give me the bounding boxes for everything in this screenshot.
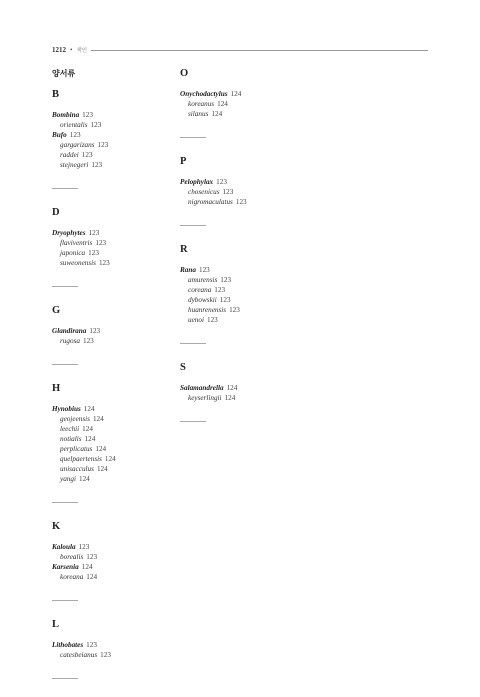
entry-term: coreana [188, 286, 212, 294]
species-entry [52, 248, 182, 258]
entry-term: huanrenensis [188, 306, 227, 314]
header-rule [91, 50, 428, 51]
entry-page-ref: 123 [81, 151, 93, 159]
entry-page-ref: 124 [226, 384, 238, 392]
index-entry-list [180, 383, 310, 403]
entry-term: koreanus [188, 100, 215, 108]
species-entry [52, 238, 182, 248]
entry-page-ref: 123 [91, 161, 103, 169]
index-letter-heading: G [52, 305, 61, 316]
index-letter-heading: R [180, 244, 188, 255]
species-entry [52, 464, 182, 474]
entry-page-ref: 124 [230, 90, 242, 98]
entry-term: dybowskii [188, 296, 217, 304]
entry-term: Glandirana [52, 327, 87, 335]
species-entry [52, 650, 182, 660]
entry-page-ref: 123 [78, 543, 90, 551]
group-divider [52, 286, 78, 287]
species-entry [180, 197, 310, 207]
entry-page-ref: 123 [206, 316, 218, 324]
entry-page-ref: 123 [198, 266, 210, 274]
index-groups-left [52, 89, 182, 679]
entry-page-ref: 123 [82, 111, 93, 119]
entry-page-ref: 123 [97, 141, 109, 149]
entry-term: Kaloula [52, 543, 76, 551]
entry-term: yangi [60, 475, 76, 483]
entry-term: gargarizans [60, 141, 95, 149]
page-number: 1212 [52, 46, 66, 54]
genus-entry [180, 177, 310, 187]
group-divider [52, 600, 78, 601]
entry-term: Bombina [52, 111, 80, 119]
entry-page-ref: 123 [69, 131, 81, 139]
entry-term: geojeensis [60, 415, 90, 423]
genus-entry [52, 110, 182, 120]
entry-term: nigromaculatus [188, 198, 233, 206]
index-entry-list [52, 228, 182, 268]
entry-page-ref: 123 [216, 178, 227, 186]
group-divider [52, 364, 78, 365]
entry-term: Onychodactylus [180, 90, 228, 98]
entry-page-ref: 124 [224, 394, 236, 402]
entry-page-ref: 124 [96, 465, 108, 473]
entry-term: leechii [60, 425, 80, 433]
genus-entry [52, 326, 182, 336]
entry-page-ref: 124 [84, 435, 96, 443]
index-group-d [52, 207, 182, 287]
genus-entry [180, 265, 310, 275]
index-letter-heading: O [180, 68, 189, 79]
entry-term: catesbeianus [60, 651, 98, 659]
species-entry [52, 160, 182, 170]
entry-term: chosenicus [188, 188, 220, 196]
genus-entry [52, 640, 182, 650]
entry-page-ref: 124 [83, 405, 95, 413]
index-entry-list [52, 404, 182, 484]
section-label: 색인 [76, 48, 88, 54]
index-entry-list [52, 542, 182, 582]
entry-term: Salamandrella [180, 384, 224, 392]
index-group-g [52, 305, 182, 365]
index-letter-heading: B [52, 89, 60, 100]
entry-page-ref: 123 [98, 259, 110, 267]
entry-term: Rana [180, 266, 196, 274]
entry-page-ref: 123 [100, 651, 111, 659]
index-group-o [180, 68, 310, 138]
index-letter-heading: L [52, 619, 60, 630]
index-group-k [52, 521, 182, 601]
species-entry [52, 434, 182, 444]
entry-term: silanus [188, 110, 209, 118]
entry-page-ref: 124 [78, 475, 90, 483]
species-entry [52, 120, 182, 130]
entry-page-ref: 123 [90, 121, 102, 129]
entry-term: Dryophytes [52, 229, 86, 237]
species-entry [52, 140, 182, 150]
index-letter-heading: H [52, 383, 61, 394]
species-entry [52, 414, 182, 424]
group-divider [52, 188, 78, 189]
entry-term: Hynobius [52, 405, 81, 413]
species-entry [180, 393, 310, 403]
index-entry-list [180, 89, 310, 119]
running-head [52, 44, 428, 56]
group-divider [52, 502, 78, 503]
species-entry [52, 444, 182, 454]
entry-term: perplicatus [60, 445, 93, 453]
entry-page-ref: 124 [92, 415, 104, 423]
species-entry [52, 572, 182, 582]
entry-page-ref: 123 [82, 337, 94, 345]
group-divider [180, 137, 206, 138]
index-letter-heading: D [52, 207, 60, 218]
entry-page-ref: 124 [217, 100, 228, 108]
species-entry [52, 424, 182, 434]
species-entry [180, 295, 310, 305]
entry-term: amurensis [188, 276, 218, 284]
genus-entry [180, 89, 310, 99]
group-divider [180, 225, 206, 226]
entry-page-ref: 123 [88, 229, 100, 237]
species-entry [52, 150, 182, 160]
entry-term: Pelophylax [180, 178, 214, 186]
index-entry-list [52, 640, 182, 660]
species-entry [180, 275, 310, 285]
entry-page-ref: 123 [214, 286, 226, 294]
entry-page-ref: 124 [82, 425, 93, 433]
index-entry-list [52, 326, 182, 346]
index-group-s [180, 362, 310, 422]
genus-entry [52, 542, 182, 552]
index-entry-list [52, 110, 182, 170]
group-divider [180, 421, 206, 422]
entry-term: Lithobates [52, 641, 84, 649]
entry-term: stejnegeri [60, 161, 89, 169]
entry-term: unisacculus [60, 465, 94, 473]
species-entry [180, 109, 310, 119]
index-letter-heading: S [180, 362, 186, 373]
index-group-p [180, 156, 310, 226]
species-entry [180, 305, 310, 315]
entry-page-ref: 123 [222, 188, 234, 196]
genus-entry [52, 228, 182, 238]
species-entry [52, 258, 182, 268]
index-group-r [180, 244, 310, 344]
index-letter-heading: K [52, 521, 61, 532]
species-entry [52, 552, 182, 562]
entry-term: quelpaertensis [60, 455, 102, 463]
entry-page-ref: 123 [219, 296, 231, 304]
genus-entry [52, 562, 182, 572]
species-entry [180, 285, 310, 295]
entry-term: Bufo [52, 131, 67, 139]
species-entry [52, 336, 182, 346]
genus-entry [180, 383, 310, 393]
bullet-separator: • [70, 46, 73, 54]
genus-entry [52, 130, 182, 140]
entry-page-ref: 124 [86, 573, 98, 581]
entry-term: rugosa [60, 337, 80, 345]
entry-term: raddei [60, 151, 79, 159]
species-entry [52, 454, 182, 464]
species-entry [52, 474, 182, 484]
index-column-right [180, 68, 310, 440]
column-title: 양서류 [52, 69, 76, 78]
entry-term: borealis [60, 553, 84, 561]
entry-page-ref: 124 [81, 563, 93, 571]
entry-term: uenoi [188, 316, 204, 324]
entry-page-ref: 123 [229, 306, 240, 314]
index-column-left [52, 68, 182, 697]
entry-page-ref: 123 [95, 239, 107, 247]
genus-entry [52, 404, 182, 414]
entry-term: orientalis [60, 121, 88, 129]
index-groups-right [180, 68, 310, 422]
entry-page-ref: 123 [235, 198, 247, 206]
entry-page-ref: 124 [95, 445, 107, 453]
index-group-h [52, 383, 182, 503]
entry-term: japonica [60, 249, 86, 257]
index-group-l [52, 619, 182, 679]
entry-page-ref: 123 [88, 249, 99, 257]
entry-page-ref: 124 [211, 110, 223, 118]
index-entry-list [180, 265, 310, 325]
entry-page-ref: 124 [104, 455, 116, 463]
entry-page-ref: 123 [89, 327, 101, 335]
entry-page-ref: 123 [86, 553, 98, 561]
index-letter-heading: P [180, 156, 187, 167]
entry-term: notialis [60, 435, 82, 443]
entry-page-ref: 123 [86, 641, 97, 649]
species-entry [180, 99, 310, 109]
entry-page-ref: 123 [220, 276, 232, 284]
entry-term: koreana [60, 573, 84, 581]
entry-term: Karsenia [52, 563, 79, 571]
entry-term: keyserlingii [188, 394, 222, 402]
species-entry [180, 187, 310, 197]
index-group-b [52, 89, 182, 189]
group-divider [180, 343, 206, 344]
index-entry-list [180, 177, 310, 207]
species-entry [180, 315, 310, 325]
entry-term: suweonensis [60, 259, 96, 267]
entry-term: flaviventris [60, 239, 93, 247]
